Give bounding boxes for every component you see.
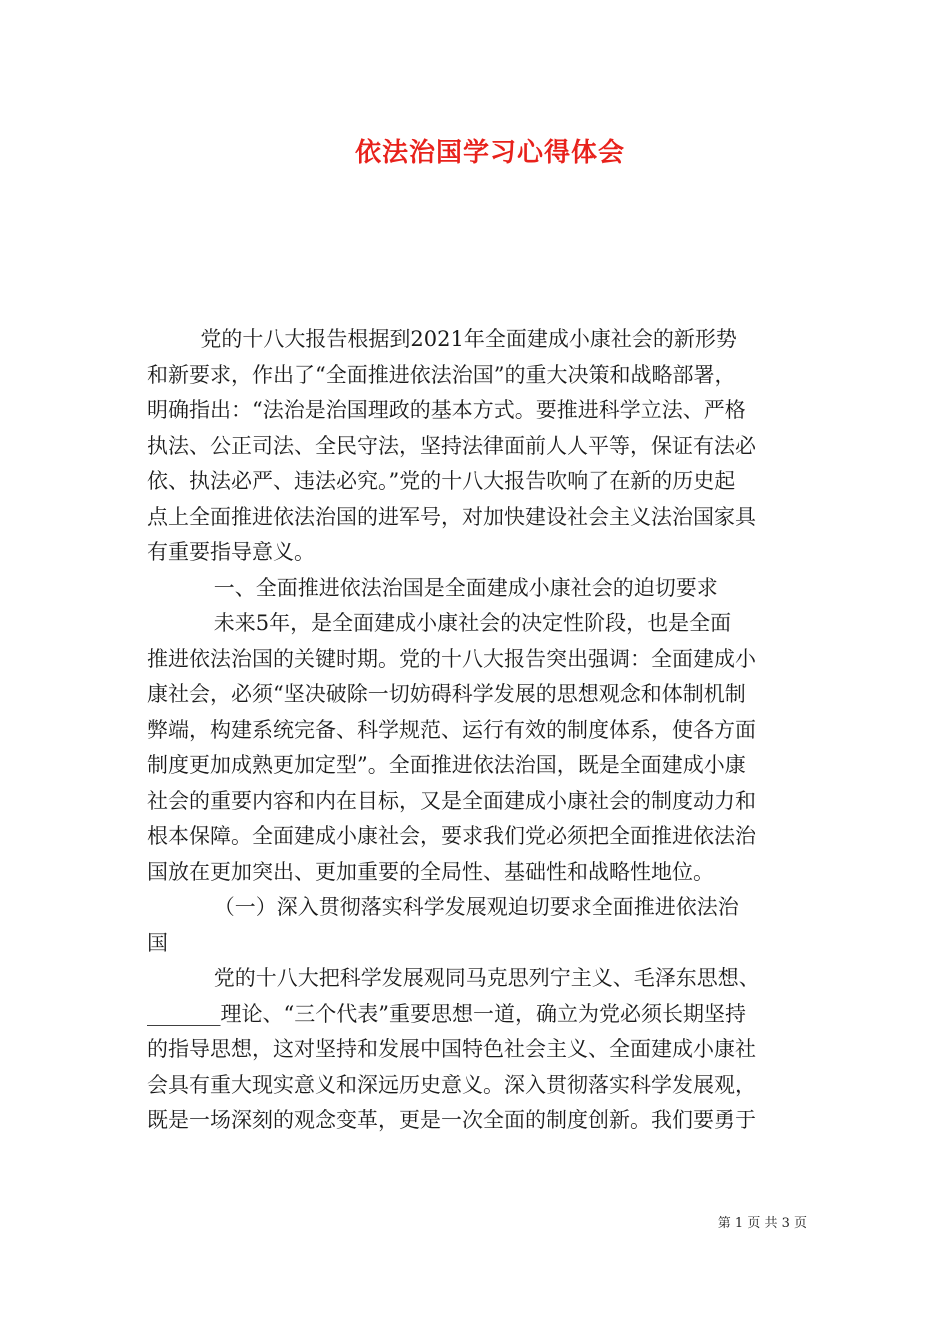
- body-line: 康社会，必须“坚决破除一切妨碍科学发展的思想观念和体制机制: [147, 682, 746, 706]
- body-line: 一、全面推进依法治国是全面建成小康社会的迫切要求: [147, 575, 718, 600]
- body-line: 既是一场深刻的观念变革，更是一次全面的制度创新。我们要勇于: [147, 1108, 756, 1132]
- page-number-footer: 第 1 页 共 3 页: [717, 1216, 807, 1231]
- body-line: 有重要指导意义。: [147, 540, 315, 564]
- body-line: 会具有重大现实意义和深远历史意义。深入贯彻落实科学发展观，: [147, 1072, 756, 1097]
- body-line: 和新要求，作出了“全面推进依法治国”的重大决策和战略部署，: [147, 362, 736, 387]
- body-line: 的指导思想，这对坚持和发展中国特色社会主义、全面建成小康社: [147, 1037, 756, 1061]
- body-line: 未来5年，是全面建成小康社会的决定性阶段，也是全面: [147, 611, 732, 635]
- body-line: 明确指出：“法治是治国理政的基本方式。要推进科学立法、严格: [147, 398, 746, 422]
- body-line: 制度更加成熟更加定型”。全面推进依法治国，既是全面建成小康: [147, 753, 746, 777]
- body-line: 依、执法必严、违法必究。”党的十八大报告吹响了在新的历史起: [147, 469, 736, 493]
- body-line: _______理论、“三个代表”重要思想一道，确立为党必须长期坚持: [147, 1001, 746, 1026]
- body-line: 点上全面推进依法治国的进军号，对加快建设社会主义法治国家具: [147, 504, 756, 529]
- body-line: 国: [147, 930, 168, 955]
- body-line: 社会的重要内容和内在目标，又是全面建成小康社会的制度动力和: [147, 788, 756, 813]
- body-line: （一）深入贯彻落实科学发展观迫切要求全面推进依法治: [147, 895, 739, 919]
- document-body: [147, 322, 807, 1139]
- document-title: 依法治国学习心得体会: [354, 138, 625, 168]
- body-line: 党的十八大报告根据到2021年全面建成小康社会的新形势: [147, 327, 737, 351]
- body-line: 执法、公正司法、全民守法，坚持法律面前人人平等，保证有法必: [147, 433, 756, 458]
- body-line: 弊端，构建系统完备、科学规范、运行有效的制度体系，使各方面: [147, 717, 756, 742]
- body-line: 推进依法治国的关键时期。党的十八大报告突出强调：全面建成小: [147, 646, 756, 671]
- body-line: 国放在更加突出、更加重要的全局性、基础性和战略性地位。: [147, 859, 714, 884]
- body-line: 根本保障。全面建成小康社会，要求我们党必须把全面推进依法治: [147, 824, 756, 848]
- body-line: 党的十八大把科学发展观同马克思列宁主义、毛泽东思想、: [147, 966, 760, 990]
